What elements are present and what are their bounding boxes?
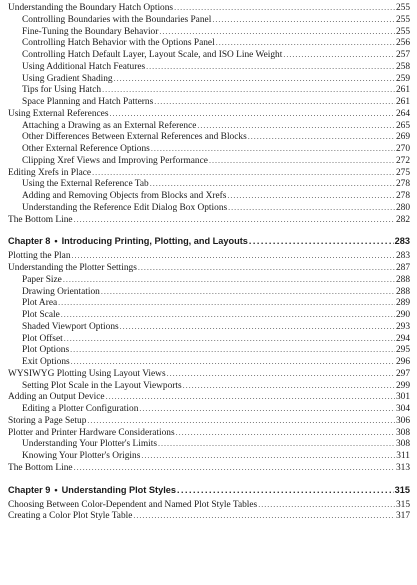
toc-entry-title: Understanding Your Plotter's Limits <box>22 439 158 450</box>
toc-entry <box>8 84 410 96</box>
toc-entry-title: Fine-Tuning the Boundary Behavior <box>22 26 159 37</box>
toc-entry-page: 270 <box>395 144 410 154</box>
toc-entry <box>8 438 410 450</box>
toc-entry <box>8 309 410 321</box>
toc-entry-page: 280 <box>395 202 410 213</box>
toc-entry-title: Paper Size <box>22 274 62 285</box>
toc-entry-page: 308 <box>395 439 410 450</box>
dot-leader <box>176 427 395 439</box>
toc-entry-title: Tips for Using Hatch <box>22 85 102 96</box>
toc-entry-title: Controlling Hatch Default Layer, Layout Scale, and ISO Line Weight <box>22 50 283 60</box>
toc-entry-title: Plotting the Plan <box>8 251 71 262</box>
dot-leader <box>227 190 395 202</box>
toc-entry-page: 289 <box>395 298 410 309</box>
dot-leader <box>102 84 395 96</box>
dot-leader <box>151 143 395 155</box>
dot-leader <box>150 178 395 190</box>
chapter-title: Understanding Plot Styles <box>61 484 176 495</box>
toc-entry-page: 272 <box>395 155 410 166</box>
toc-entry <box>8 274 410 286</box>
toc-entry-title: Plot Area <box>22 298 58 309</box>
dot-leader <box>71 356 395 368</box>
toc-entry <box>8 61 410 73</box>
toc-entry-page: 317 <box>395 511 410 522</box>
chapter-label: Chapter 8 <box>8 236 51 247</box>
toc-entry-page: 308 <box>395 427 410 438</box>
dot-leader <box>209 155 395 167</box>
toc-entry-page: 255 <box>395 26 410 37</box>
toc-entry <box>8 427 410 439</box>
toc-entry-page: 306 <box>395 415 410 426</box>
toc-entry-page: 313 <box>395 462 410 473</box>
dot-leader <box>92 167 395 179</box>
toc-entry-page: 264 <box>395 108 410 119</box>
toc-entry <box>8 462 410 474</box>
toc-entry-title: Drawing Orientation <box>22 286 100 297</box>
toc-entry-title: Knowing Your Plotter's Origins <box>22 451 141 461</box>
toc-entry-page: 295 <box>395 345 410 356</box>
toc-entry-page: 304 <box>395 404 410 414</box>
toc-entry-title: Understanding the Plotter Settings <box>8 263 137 273</box>
toc-entry-title: WYSIWYG Plotting Using Layout Views <box>8 368 166 379</box>
toc-entry-page: 275 <box>395 167 410 178</box>
toc-entry-page: 278 <box>395 191 410 201</box>
dot-leader <box>183 380 395 392</box>
toc-entry <box>8 167 410 179</box>
toc-entry-page: 259 <box>395 73 410 84</box>
toc-entry-title: Exit Options <box>22 357 70 367</box>
toc-section-b <box>8 250 410 473</box>
toc-entry <box>8 14 410 26</box>
dot-leader <box>177 484 394 497</box>
toc-entry <box>8 155 410 167</box>
toc-entry <box>8 37 410 49</box>
dot-leader <box>228 202 395 214</box>
dot-leader <box>114 73 395 85</box>
toc-entry-title: Space Planning and Hatch Patterns <box>22 97 154 107</box>
dot-leader <box>101 286 395 298</box>
toc-entry <box>8 202 410 214</box>
dot-leader <box>158 438 395 450</box>
toc-entry-title: Controlling Boundaries with the Boundaries Panel <box>22 14 212 25</box>
chapter-label: Chapter 9 <box>8 484 51 495</box>
toc-entry-page: 261 <box>395 97 410 107</box>
toc-entry-page: 261 <box>395 85 410 96</box>
spacer <box>8 474 410 484</box>
toc-section-c <box>8 499 410 523</box>
toc-entry <box>8 391 410 403</box>
dot-leader <box>283 49 395 61</box>
toc-entry <box>8 333 410 345</box>
toc-entry-page: 258 <box>395 61 410 72</box>
dot-leader <box>61 309 395 321</box>
toc-entry <box>8 143 410 155</box>
dot-leader <box>72 250 395 262</box>
toc-entry-title: Editing a Plotter Configuration <box>22 404 139 414</box>
toc-entry-page: 255 <box>395 3 410 13</box>
toc-entry-title: Choosing Between Color-Dependent and Named Plot Style Tables <box>8 499 258 510</box>
dot-leader <box>141 450 395 462</box>
toc-entry-page: 256 <box>395 38 410 49</box>
toc-entry-title: Creating a Color Plot Style Table <box>8 511 133 522</box>
toc-entry <box>8 49 410 61</box>
toc-entry <box>8 120 410 132</box>
toc-entry <box>8 2 410 14</box>
dot-leader <box>216 37 395 49</box>
toc-entry-title: Clipping Xref Views and Improving Performance <box>22 155 208 166</box>
toc-entry-title: Plot Scale <box>22 310 60 320</box>
toc-entry-title: Controlling Hatch Behavior with the Options Panel <box>22 38 215 49</box>
toc-entry-page: 282 <box>395 214 410 225</box>
toc-entry <box>8 178 410 190</box>
dot-leader <box>212 14 395 26</box>
spacer <box>8 225 410 235</box>
chapter-bullet: • <box>54 236 58 247</box>
toc-entry-title: Plot Offset <box>22 333 63 344</box>
toc-entry-title: Understanding the Boundary Hatch Options <box>8 3 174 13</box>
toc-entry <box>8 450 410 462</box>
toc-entry-title: Using External References <box>8 108 109 119</box>
dot-leader <box>74 462 395 474</box>
toc-entry-title: Understanding the Reference Edit Dialog Box Options <box>22 202 228 213</box>
toc-section-a <box>8 2 410 225</box>
toc-entry-title: Adding and Removing Objects from Blocks and Xrefs <box>22 191 227 201</box>
toc-entry-title: Storing a Page Setup <box>8 415 87 426</box>
dot-leader <box>146 61 395 73</box>
toc-entry-page: 278 <box>395 179 410 190</box>
chapter-page: 283 <box>394 236 410 247</box>
toc-entry <box>8 510 410 522</box>
toc-entry-title: Setting Plot Scale in the Layout Viewports <box>22 380 182 391</box>
toc-entry-title: Adding an Output Device <box>8 392 105 403</box>
toc-entry-page: 283 <box>395 251 410 262</box>
dot-leader <box>154 96 395 108</box>
chapter-9-heading <box>8 484 410 497</box>
dot-leader <box>258 499 395 511</box>
toc-entry-page: 311 <box>396 451 410 461</box>
dot-leader <box>197 120 395 132</box>
toc-entry-title: Using Additional Hatch Features <box>22 61 146 72</box>
toc-entry-page: 265 <box>395 120 410 131</box>
toc-entry-page: 297 <box>395 368 410 379</box>
toc-entry-page: 294 <box>395 333 410 344</box>
toc-entry <box>8 73 410 85</box>
toc-entry <box>8 214 410 226</box>
toc-entry <box>8 190 410 202</box>
toc-entry <box>8 108 410 120</box>
toc-entry-page: 299 <box>395 380 410 391</box>
dot-leader <box>74 214 395 226</box>
toc-entry-page: 296 <box>395 357 410 367</box>
toc-entry-title: Plot Options <box>22 345 70 356</box>
dot-leader <box>138 262 395 274</box>
toc-entry <box>8 415 410 427</box>
dot-leader <box>106 391 395 403</box>
toc-entry-page: 288 <box>395 286 410 297</box>
table-of-contents <box>8 2 410 522</box>
toc-entry <box>8 321 410 333</box>
toc-entry-title: Editing Xrefs in Place <box>8 167 92 178</box>
toc-entry-title: The Bottom Line <box>8 214 73 225</box>
dot-leader <box>120 321 395 333</box>
dot-leader <box>248 131 395 143</box>
chapter-title: Introducing Printing, Plotting, and Layouts <box>61 236 248 247</box>
toc-entry <box>8 262 410 274</box>
dot-leader <box>167 368 395 380</box>
chapter-page: 315 <box>394 484 410 495</box>
toc-entry-title: Using Gradient Shading <box>22 73 113 84</box>
toc-entry-page: 290 <box>395 310 410 320</box>
toc-entry-title: Using the External Reference Tab <box>22 179 149 190</box>
toc-entry <box>8 344 410 356</box>
dot-leader <box>174 2 395 14</box>
toc-entry <box>8 368 410 380</box>
toc-entry <box>8 286 410 298</box>
toc-entry <box>8 403 410 415</box>
toc-entry-title: Attaching a Drawing as an External Reference <box>22 120 197 131</box>
dot-leader <box>133 510 395 522</box>
toc-entry-title: The Bottom Line <box>8 462 73 473</box>
toc-entry-page: 293 <box>395 321 410 332</box>
toc-entry <box>8 356 410 368</box>
toc-entry-page: 255 <box>395 14 410 25</box>
toc-entry-title: Shaded Viewport Options <box>22 321 119 332</box>
dot-leader <box>109 108 394 120</box>
chapter-8-heading <box>8 235 410 248</box>
toc-entry-title: Plotter and Printer Hardware Considerations <box>8 427 175 438</box>
toc-entry <box>8 499 410 511</box>
toc-entry-page: 287 <box>395 263 410 273</box>
toc-entry-page: 288 <box>395 274 410 285</box>
toc-entry-page: 269 <box>395 132 410 143</box>
dot-leader <box>249 235 394 248</box>
toc-entry <box>8 96 410 108</box>
toc-entry <box>8 297 410 309</box>
toc-entry <box>8 250 410 262</box>
toc-entry-page: 315 <box>395 499 410 510</box>
chapter-bullet: • <box>54 484 58 495</box>
toc-entry-title: Other External Reference Options <box>22 144 150 154</box>
dot-leader <box>58 297 395 309</box>
dot-leader <box>159 26 395 38</box>
dot-leader <box>139 403 395 415</box>
dot-leader <box>64 333 395 345</box>
toc-entry <box>8 380 410 392</box>
dot-leader <box>70 344 395 356</box>
toc-entry <box>8 131 410 143</box>
toc-entry-title: Other Differences Between External References and Blocks <box>22 132 247 143</box>
dot-leader <box>87 415 395 427</box>
toc-entry <box>8 26 410 38</box>
toc-entry-page: 301 <box>395 392 410 403</box>
toc-entry-page: 257 <box>395 50 410 60</box>
dot-leader <box>63 274 395 286</box>
